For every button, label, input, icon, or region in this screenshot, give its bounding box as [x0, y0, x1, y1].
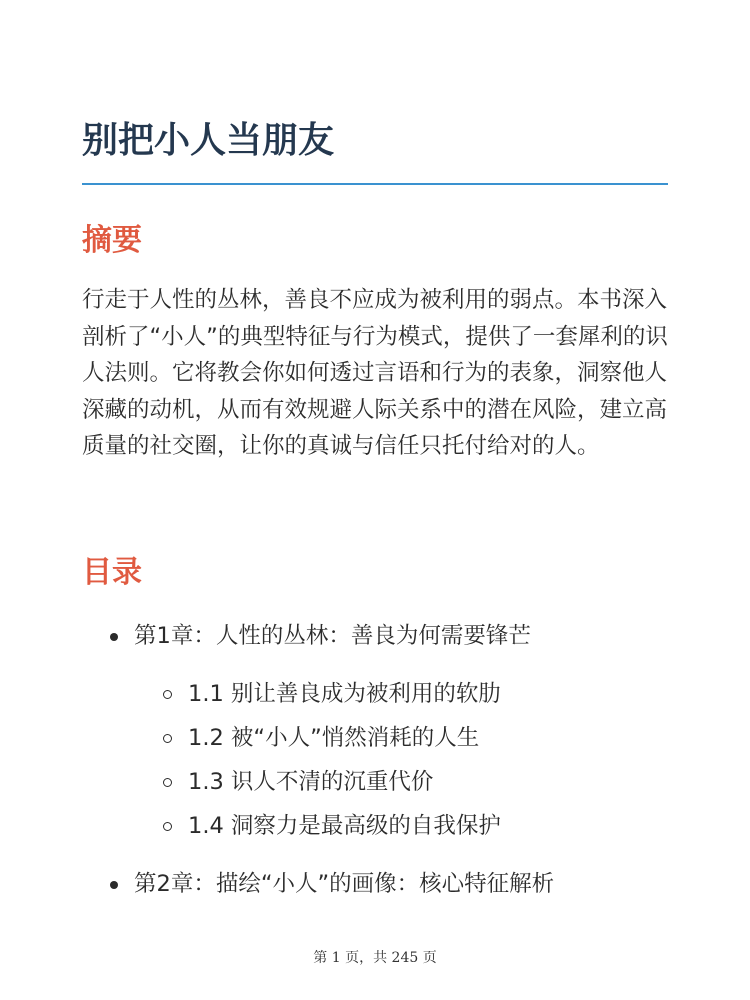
bullet-circle-icon [163, 734, 172, 743]
abstract-heading: 摘要 [82, 223, 142, 258]
bullet-disc-icon [110, 633, 118, 641]
toc-chapter-1[interactable] [134, 621, 531, 651]
toc-section-label: 1.4 洞察力是最高级的自我保护 [188, 813, 501, 839]
bullet-circle-icon [163, 822, 172, 831]
book-title: 别把小人当朋友 [82, 120, 335, 161]
toc-section-label: 1.1 别让善良成为被利用的软肋 [188, 681, 501, 707]
toc-section-label: 1.3 识人不清的沉重代价 [188, 769, 434, 795]
toc-section-1-3[interactable] [188, 767, 433, 797]
toc-chapter-2[interactable] [134, 869, 554, 899]
toc-chapter-label: 第1章：人性的丛林：善良为何需要锋芒 [134, 623, 531, 649]
document-page [82, 0, 668, 1000]
abstract-paragraph: 行走于人性的丛林，善良不应成为被利用的弱点。本书深入剖析了“小人”的典型特征与行为模式，提供了一套犀利的识人法则。它将教会你如何透过言语和行为的表象，洞察他人深藏的动机，从而有效规避人际关系中的潜在风险，建立高质量的社交圈，让你的真诚与信任只托付给对的人。 [82, 287, 668, 460]
table-of-contents [82, 0, 668, 1000]
toc-section-label: 1.2 被“小人”悄然消耗的人生 [188, 725, 480, 751]
toc-section-1-2[interactable] [188, 723, 479, 753]
toc-heading: 目录 [82, 555, 142, 590]
toc-section-1-4[interactable] [188, 811, 501, 841]
bullet-disc-icon [110, 881, 118, 889]
toc-chapter-label: 第2章：描绘“小人”的画像：核心特征解析 [134, 871, 555, 897]
page-number-footer: 第 1 页，共 245 页 [313, 950, 437, 966]
toc-section-1-1[interactable] [188, 679, 501, 709]
bullet-circle-icon [163, 778, 172, 787]
bullet-circle-icon [163, 690, 172, 699]
